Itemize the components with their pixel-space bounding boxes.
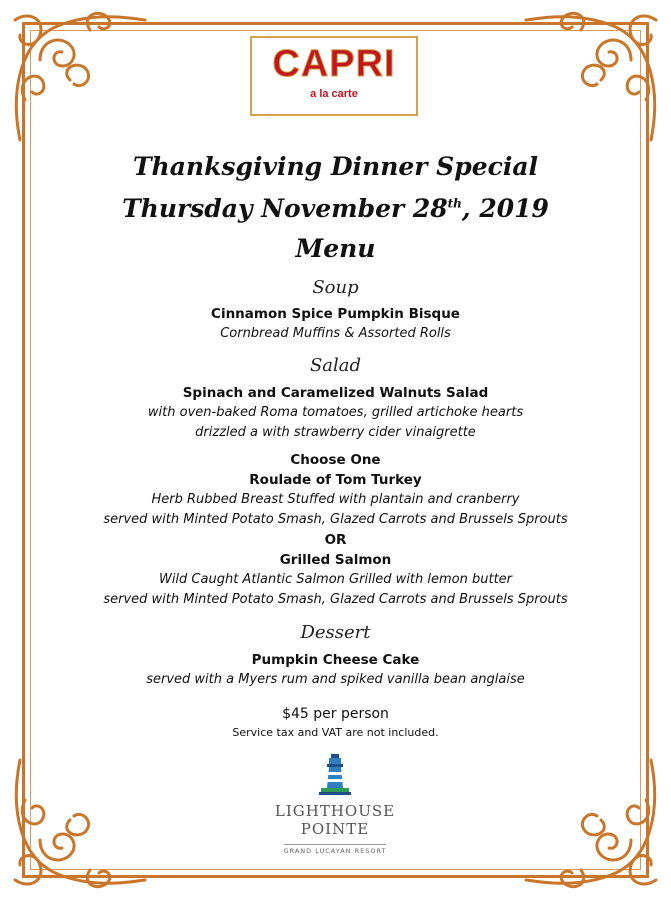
main-item-1-desc-2: served with Minted Potato Smash, Glazed Carrots and Brussels Sprouts — [103, 512, 568, 527]
main-item-2-desc-2: served with Minted Potato Smash, Glazed Carrots and Brussels Sprouts — [103, 592, 568, 607]
main-item-1: Roulade of Tom Turkey — [249, 472, 422, 488]
salad-heading: Salad — [309, 355, 362, 376]
dessert-item: Pumpkin Cheese Cake — [251, 652, 420, 668]
logo-subtitle: a la carte — [310, 88, 358, 100]
headline-year: , 2019 — [461, 194, 549, 223]
logo-title: CAPRI — [272, 43, 396, 85]
dessert-desc: served with a Myers rum and spiked vanilla bean anglaise — [146, 672, 525, 687]
ornament-corner-bottom-left — [0, 750, 150, 900]
capri-logo — [250, 36, 418, 116]
headline-date: Thursday November 28 — [122, 194, 448, 223]
salad-desc-1: with oven-baked Roma tomatoes, grilled artichoke hearts — [147, 405, 524, 420]
lighthouse-pointe-logo — [255, 752, 415, 857]
main-item-2: Grilled Salmon — [279, 552, 392, 568]
headline-line2 — [0, 194, 671, 223]
resort-subtitle: GRAND LUCAYAN RESORT — [284, 844, 387, 855]
ornament-corner-top-right — [521, 0, 671, 150]
salad-desc-2: drizzled a with strawberry cider vinaigrette — [195, 425, 476, 440]
resort-name: LIGHTHOUSE POINTE — [274, 802, 396, 838]
price-note: Service tax and VAT are not included. — [232, 726, 439, 739]
headline-date-suffix: th — [447, 196, 462, 211]
headline-menu: Menu — [295, 234, 376, 263]
choose-one-label: Choose One — [290, 452, 381, 468]
soup-heading: Soup — [312, 277, 359, 298]
headline-line1: Thanksgiving Dinner Special — [132, 152, 539, 181]
ornament-corner-top-left — [0, 0, 150, 150]
salad-item: Spinach and Caramelized Walnuts Salad — [182, 385, 489, 401]
or-separator: OR — [324, 532, 347, 548]
soup-desc: Cornbread Muffins & Assorted Rolls — [220, 326, 451, 341]
soup-item: Cinnamon Spice Pumpkin Bisque — [211, 306, 460, 322]
dessert-heading: Dessert — [300, 622, 371, 643]
ornament-corner-bottom-right — [521, 750, 671, 900]
price-amount: $45 per person — [282, 706, 389, 722]
lighthouse-icon — [317, 752, 353, 796]
main-item-1-desc-1: Herb Rubbed Breast Stuffed with plantain and cranberry — [151, 492, 520, 507]
main-item-2-desc-1: Wild Caught Atlantic Salmon Grilled with lemon butter — [158, 572, 513, 587]
